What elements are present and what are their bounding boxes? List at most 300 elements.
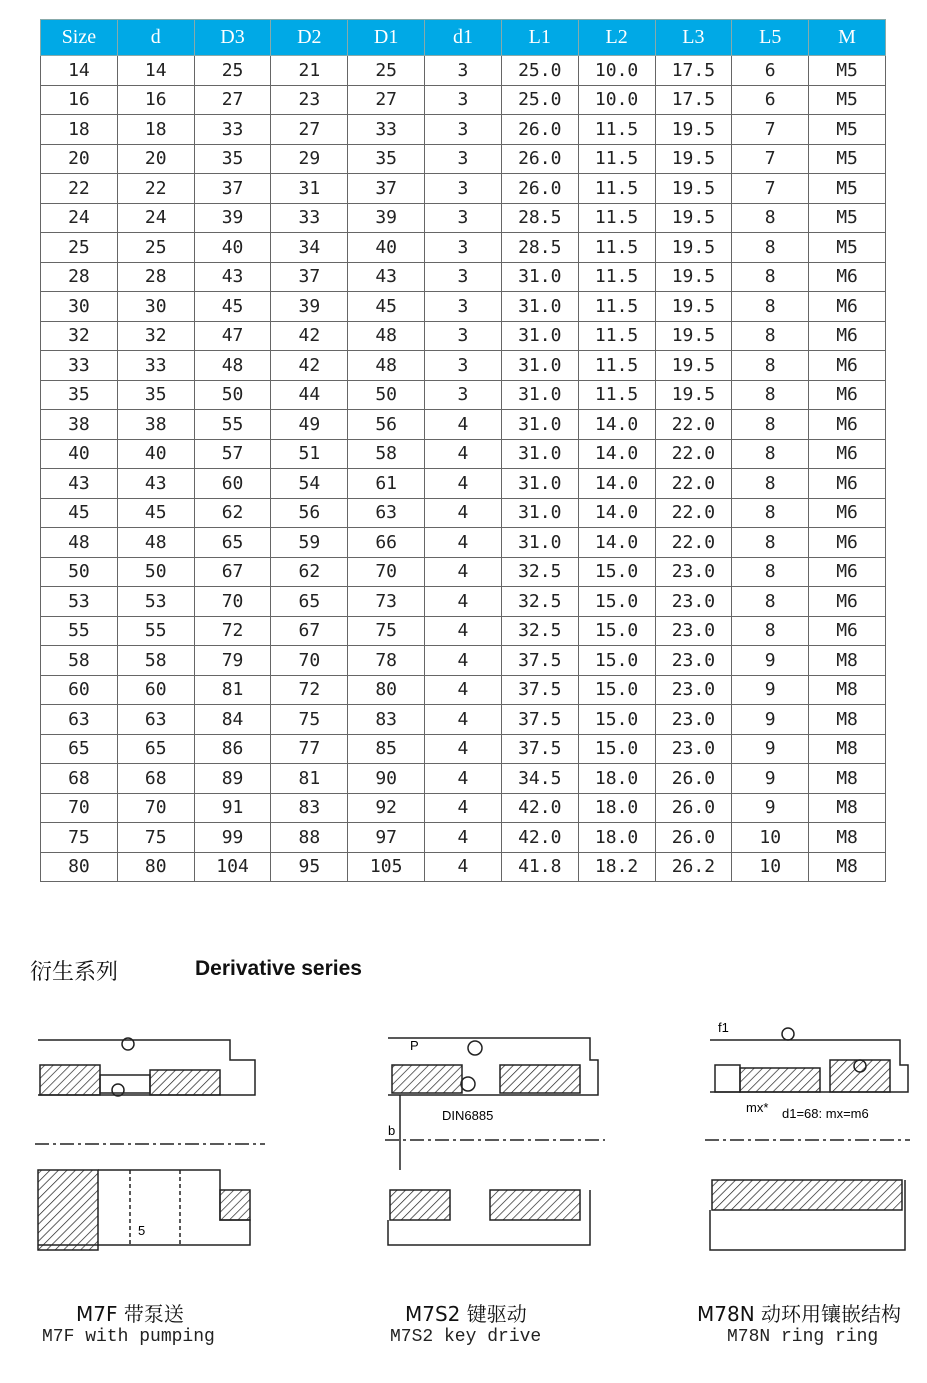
table-cell: M6: [809, 380, 886, 410]
m78n-seal-drawing: [700, 1020, 915, 1260]
table-cell: M8: [809, 793, 886, 823]
diagram-label: b: [388, 1123, 396, 1138]
table-cell: 26.0: [501, 115, 578, 145]
table-cell: 105: [348, 852, 425, 882]
table-row: [41, 764, 886, 794]
table-cell: 8: [732, 262, 809, 292]
table-cell: 83: [348, 705, 425, 735]
table-cell: 25: [41, 233, 118, 263]
table-cell: 8: [732, 292, 809, 322]
table-cell: 32: [41, 321, 118, 351]
table-cell: 4: [425, 439, 502, 469]
table-cell: 24: [117, 203, 194, 233]
table-row: [41, 675, 886, 705]
table-cell: 28: [117, 262, 194, 292]
table-cell: 8: [732, 380, 809, 410]
table-cell: 37: [348, 174, 425, 204]
table-cell: 14.0: [578, 410, 655, 440]
table-cell: 45: [194, 292, 271, 322]
table-cell: 48: [348, 321, 425, 351]
table-cell: 8: [732, 233, 809, 263]
table-cell: 22.0: [655, 410, 732, 440]
table-cell: 37.5: [501, 734, 578, 764]
table-cell: 19.5: [655, 115, 732, 145]
table-row: [41, 380, 886, 410]
table-cell: 37.5: [501, 646, 578, 676]
table-cell: 23: [271, 85, 348, 115]
table-cell: 77: [271, 734, 348, 764]
table-cell: 15.0: [578, 705, 655, 735]
table-cell: 65: [117, 734, 194, 764]
table-cell: M6: [809, 587, 886, 617]
table-cell: 89: [194, 764, 271, 794]
table-cell: 67: [194, 557, 271, 587]
table-cell: 43: [194, 262, 271, 292]
table-cell: 49: [271, 410, 348, 440]
table-cell: 78: [348, 646, 425, 676]
table-header-row: [41, 20, 886, 56]
caption-m7s2-cn: M7S2 键驱动: [405, 1302, 527, 1326]
table-cell: 58: [348, 439, 425, 469]
table-cell: 23.0: [655, 616, 732, 646]
table-cell: 45: [117, 498, 194, 528]
table-cell: 79: [194, 646, 271, 676]
table-cell: 62: [271, 557, 348, 587]
table-cell: 11.5: [578, 321, 655, 351]
table-cell: 11.5: [578, 292, 655, 322]
table-cell: 31.0: [501, 498, 578, 528]
table-cell: 48: [41, 528, 118, 558]
table-cell: 4: [425, 823, 502, 853]
table-cell: M6: [809, 557, 886, 587]
table-cell: 22.0: [655, 498, 732, 528]
table-cell: 19.5: [655, 144, 732, 174]
table-cell: 15.0: [578, 646, 655, 676]
table-cell: 15.0: [578, 587, 655, 617]
table-cell: 81: [194, 675, 271, 705]
table-cell: 16: [41, 85, 118, 115]
table-cell: 15.0: [578, 616, 655, 646]
table-cell: 31: [271, 174, 348, 204]
table-row: [41, 115, 886, 145]
table-cell: 9: [732, 705, 809, 735]
table-cell: 61: [348, 469, 425, 499]
table-cell: 47: [194, 321, 271, 351]
table-cell: 37.5: [501, 705, 578, 735]
table-cell: 72: [194, 616, 271, 646]
table-cell: 25: [194, 56, 271, 86]
table-cell: 37.5: [501, 675, 578, 705]
table-cell: 7: [732, 174, 809, 204]
table-cell: 75: [41, 823, 118, 853]
table-row: [41, 351, 886, 381]
table-cell: 8: [732, 528, 809, 558]
table-row: [41, 262, 886, 292]
table-cell: 7: [732, 115, 809, 145]
table-cell: 14.0: [578, 498, 655, 528]
table-cell: 22: [117, 174, 194, 204]
m7f-seal-drawing: [30, 1020, 270, 1260]
table-cell: 20: [117, 144, 194, 174]
table-cell: 23.0: [655, 587, 732, 617]
section-title-cn: 衍生系列: [30, 960, 119, 985]
table-cell: 56: [348, 410, 425, 440]
table-cell: 65: [271, 587, 348, 617]
table-cell: 65: [41, 734, 118, 764]
table-cell: 37: [271, 262, 348, 292]
table-cell: M8: [809, 705, 886, 735]
table-cell: 23.0: [655, 734, 732, 764]
table-cell: 23.0: [655, 646, 732, 676]
table-cell: 85: [348, 734, 425, 764]
table-cell: 8: [732, 469, 809, 499]
table-cell: 86: [194, 734, 271, 764]
table-cell: 41.8: [501, 852, 578, 882]
table-cell: 54: [271, 469, 348, 499]
table-cell: 43: [348, 262, 425, 292]
table-cell: 4: [425, 764, 502, 794]
table-cell: 32: [117, 321, 194, 351]
table-cell: 90: [348, 764, 425, 794]
table-cell: 11.5: [578, 174, 655, 204]
table-cell: 4: [425, 410, 502, 440]
table-cell: M8: [809, 646, 886, 676]
table-cell: 40: [348, 233, 425, 263]
table-cell: 53: [41, 587, 118, 617]
table-cell: 18.2: [578, 852, 655, 882]
table-cell: 3: [425, 56, 502, 86]
table-cell: 55: [41, 616, 118, 646]
table-cell: M5: [809, 174, 886, 204]
table-cell: 8: [732, 557, 809, 587]
table-cell: 88: [271, 823, 348, 853]
table-cell: 48: [194, 351, 271, 381]
table-cell: 68: [41, 764, 118, 794]
table-cell: 34.5: [501, 764, 578, 794]
table-row: [41, 203, 886, 233]
table-cell: 25.0: [501, 56, 578, 86]
table-cell: 3: [425, 144, 502, 174]
table-cell: 11.5: [578, 203, 655, 233]
table-cell: 9: [732, 764, 809, 794]
table-cell: 9: [732, 646, 809, 676]
table-cell: 35: [348, 144, 425, 174]
table-cell: 83: [271, 793, 348, 823]
table-cell: 60: [41, 675, 118, 705]
table-cell: 56: [271, 498, 348, 528]
section-title-en: Derivative series: [195, 957, 362, 980]
table-cell: 31.0: [501, 469, 578, 499]
column-header: L1: [501, 20, 578, 56]
table-cell: 66: [348, 528, 425, 558]
table-cell: 22.0: [655, 528, 732, 558]
table-cell: 14.0: [578, 439, 655, 469]
column-header: D1: [348, 20, 425, 56]
table-cell: 19.5: [655, 262, 732, 292]
table-cell: 4: [425, 705, 502, 735]
table-cell: 3: [425, 174, 502, 204]
table-cell: 3: [425, 351, 502, 381]
table-row: [41, 852, 886, 882]
table-cell: 15.0: [578, 734, 655, 764]
table-cell: 18.0: [578, 764, 655, 794]
table-row: [41, 587, 886, 617]
table-cell: 11.5: [578, 233, 655, 263]
table-cell: 22: [41, 174, 118, 204]
table-cell: 4: [425, 469, 502, 499]
table-row: [41, 233, 886, 263]
table-cell: 50: [117, 557, 194, 587]
table-row: [41, 557, 886, 587]
table-cell: 9: [732, 793, 809, 823]
caption-m78n-en: M78N ring ring: [727, 1327, 879, 1347]
table-cell: 27: [348, 85, 425, 115]
table-cell: 70: [41, 793, 118, 823]
table-cell: 21: [271, 56, 348, 86]
table-cell: 31.0: [501, 351, 578, 381]
table-cell: 63: [41, 705, 118, 735]
table-cell: 3: [425, 380, 502, 410]
table-cell: 9: [732, 734, 809, 764]
table-row: [41, 85, 886, 115]
table-cell: 92: [348, 793, 425, 823]
table-row: [41, 321, 886, 351]
table-cell: 33: [271, 203, 348, 233]
table-cell: 97: [348, 823, 425, 853]
table-cell: 50: [348, 380, 425, 410]
table-row: [41, 646, 886, 676]
diagram-label: d1=68: mx=m6: [782, 1106, 869, 1121]
table-cell: 11.5: [578, 262, 655, 292]
table-cell: 10: [732, 852, 809, 882]
column-header: L5: [732, 20, 809, 56]
column-header: D3: [194, 20, 271, 56]
table-cell: 27: [271, 115, 348, 145]
table-cell: 30: [117, 292, 194, 322]
table-cell: 3: [425, 85, 502, 115]
table-cell: 9: [732, 675, 809, 705]
table-cell: 11.5: [578, 380, 655, 410]
table-cell: 26.0: [501, 174, 578, 204]
table-cell: 63: [117, 705, 194, 735]
table-cell: 7: [732, 144, 809, 174]
column-header: L2: [578, 20, 655, 56]
table-cell: M8: [809, 734, 886, 764]
table-cell: 22.0: [655, 469, 732, 499]
table-cell: M5: [809, 144, 886, 174]
table-cell: 35: [117, 380, 194, 410]
table-cell: 29: [271, 144, 348, 174]
table-cell: M5: [809, 203, 886, 233]
table-cell: 3: [425, 262, 502, 292]
table-cell: 4: [425, 557, 502, 587]
table-cell: 26.0: [655, 764, 732, 794]
table-cell: 43: [41, 469, 118, 499]
table-cell: 8: [732, 498, 809, 528]
table-cell: M6: [809, 292, 886, 322]
table-cell: 11.5: [578, 144, 655, 174]
diagram-label: mx*: [746, 1100, 769, 1115]
table-cell: 50: [41, 557, 118, 587]
table-cell: 19.5: [655, 203, 732, 233]
table-cell: 95: [271, 852, 348, 882]
table-cell: 45: [348, 292, 425, 322]
table-cell: 3: [425, 292, 502, 322]
table-cell: 34: [271, 233, 348, 263]
table-cell: 31.0: [501, 380, 578, 410]
table-cell: 39: [194, 203, 271, 233]
table-cell: 17.5: [655, 85, 732, 115]
table-cell: M6: [809, 262, 886, 292]
table-cell: 91: [194, 793, 271, 823]
table-cell: 3: [425, 203, 502, 233]
table-cell: 24: [41, 203, 118, 233]
table-cell: 104: [194, 852, 271, 882]
table-cell: 8: [732, 203, 809, 233]
table-cell: 33: [117, 351, 194, 381]
table-cell: 48: [117, 528, 194, 558]
column-header: D2: [271, 20, 348, 56]
table-cell: 33: [348, 115, 425, 145]
table-cell: 23.0: [655, 705, 732, 735]
table-row: [41, 498, 886, 528]
table-cell: 45: [41, 498, 118, 528]
table-cell: 25: [117, 233, 194, 263]
table-cell: M8: [809, 764, 886, 794]
table-cell: 8: [732, 439, 809, 469]
column-header: Size: [41, 20, 118, 56]
table-cell: 75: [348, 616, 425, 646]
table-cell: 4: [425, 675, 502, 705]
diagram-label: 5: [138, 1223, 146, 1238]
table-cell: 4: [425, 498, 502, 528]
table-cell: 73: [348, 587, 425, 617]
diagram-label: P: [410, 1038, 419, 1053]
table-row: [41, 439, 886, 469]
table-cell: 14: [117, 56, 194, 86]
table-cell: 10: [732, 823, 809, 853]
table-cell: 3: [425, 115, 502, 145]
table-cell: 17.5: [655, 56, 732, 86]
table-cell: 14.0: [578, 528, 655, 558]
table-cell: 31.0: [501, 262, 578, 292]
table-cell: M5: [809, 115, 886, 145]
table-cell: 80: [117, 852, 194, 882]
table-cell: 40: [41, 439, 118, 469]
table-cell: 19.5: [655, 174, 732, 204]
table-cell: 15.0: [578, 675, 655, 705]
table-cell: 4: [425, 616, 502, 646]
table-cell: 31.0: [501, 292, 578, 322]
table-cell: 33: [41, 351, 118, 381]
table-cell: 40: [117, 439, 194, 469]
table-cell: M6: [809, 351, 886, 381]
table-row: [41, 174, 886, 204]
table-cell: 70: [271, 646, 348, 676]
table-cell: 19.5: [655, 292, 732, 322]
column-header: L3: [655, 20, 732, 56]
table-cell: 28.5: [501, 203, 578, 233]
table-cell: 6: [732, 56, 809, 86]
table-cell: 6: [732, 85, 809, 115]
table-cell: 50: [194, 380, 271, 410]
table-cell: 42: [271, 351, 348, 381]
caption-m78n-cn: M78N 动环用镶嵌结构: [697, 1302, 902, 1326]
table-cell: 35: [41, 380, 118, 410]
table-cell: 51: [271, 439, 348, 469]
table-cell: 26.0: [501, 144, 578, 174]
table-cell: 19.5: [655, 321, 732, 351]
table-cell: M8: [809, 823, 886, 853]
table-cell: 58: [117, 646, 194, 676]
table-cell: 4: [425, 793, 502, 823]
table-cell: 26.2: [655, 852, 732, 882]
table-cell: 4: [425, 646, 502, 676]
table-cell: 84: [194, 705, 271, 735]
table-cell: M6: [809, 410, 886, 440]
table-cell: 23.0: [655, 675, 732, 705]
table-cell: 10.0: [578, 56, 655, 86]
table-cell: 75: [117, 823, 194, 853]
table-cell: 22.0: [655, 439, 732, 469]
table-cell: 72: [271, 675, 348, 705]
table-cell: 8: [732, 410, 809, 440]
table-cell: 58: [41, 646, 118, 676]
table-cell: 63: [348, 498, 425, 528]
table-cell: M6: [809, 528, 886, 558]
table-cell: 80: [41, 852, 118, 882]
table-cell: 14.0: [578, 469, 655, 499]
table-cell: M5: [809, 85, 886, 115]
table-cell: 25.0: [501, 85, 578, 115]
table-cell: 70: [194, 587, 271, 617]
table-row: [41, 793, 886, 823]
table-cell: 28.5: [501, 233, 578, 263]
table-cell: 53: [117, 587, 194, 617]
table-cell: 65: [194, 528, 271, 558]
table-cell: 18: [41, 115, 118, 145]
table-cell: 32.5: [501, 616, 578, 646]
table-cell: M5: [809, 233, 886, 263]
table-cell: 18.0: [578, 793, 655, 823]
table-cell: 3: [425, 321, 502, 351]
table-cell: 23.0: [655, 557, 732, 587]
table-cell: M6: [809, 498, 886, 528]
table-row: [41, 56, 886, 86]
table-cell: 80: [348, 675, 425, 705]
table-cell: 37: [194, 174, 271, 204]
table-cell: 14: [41, 56, 118, 86]
table-cell: 38: [41, 410, 118, 440]
table-cell: 26.0: [655, 823, 732, 853]
table-cell: M8: [809, 852, 886, 882]
column-header: d: [117, 20, 194, 56]
table-cell: 4: [425, 852, 502, 882]
table-row: [41, 823, 886, 853]
table-cell: 32.5: [501, 557, 578, 587]
table-cell: 8: [732, 351, 809, 381]
table-cell: 11.5: [578, 351, 655, 381]
table-cell: 11.5: [578, 115, 655, 145]
column-header: d1: [425, 20, 502, 56]
table-cell: 31.0: [501, 528, 578, 558]
table-body: [41, 56, 886, 882]
table-cell: M8: [809, 675, 886, 705]
table-cell: 60: [117, 675, 194, 705]
table-cell: M6: [809, 616, 886, 646]
table-cell: 62: [194, 498, 271, 528]
table-cell: 40: [194, 233, 271, 263]
